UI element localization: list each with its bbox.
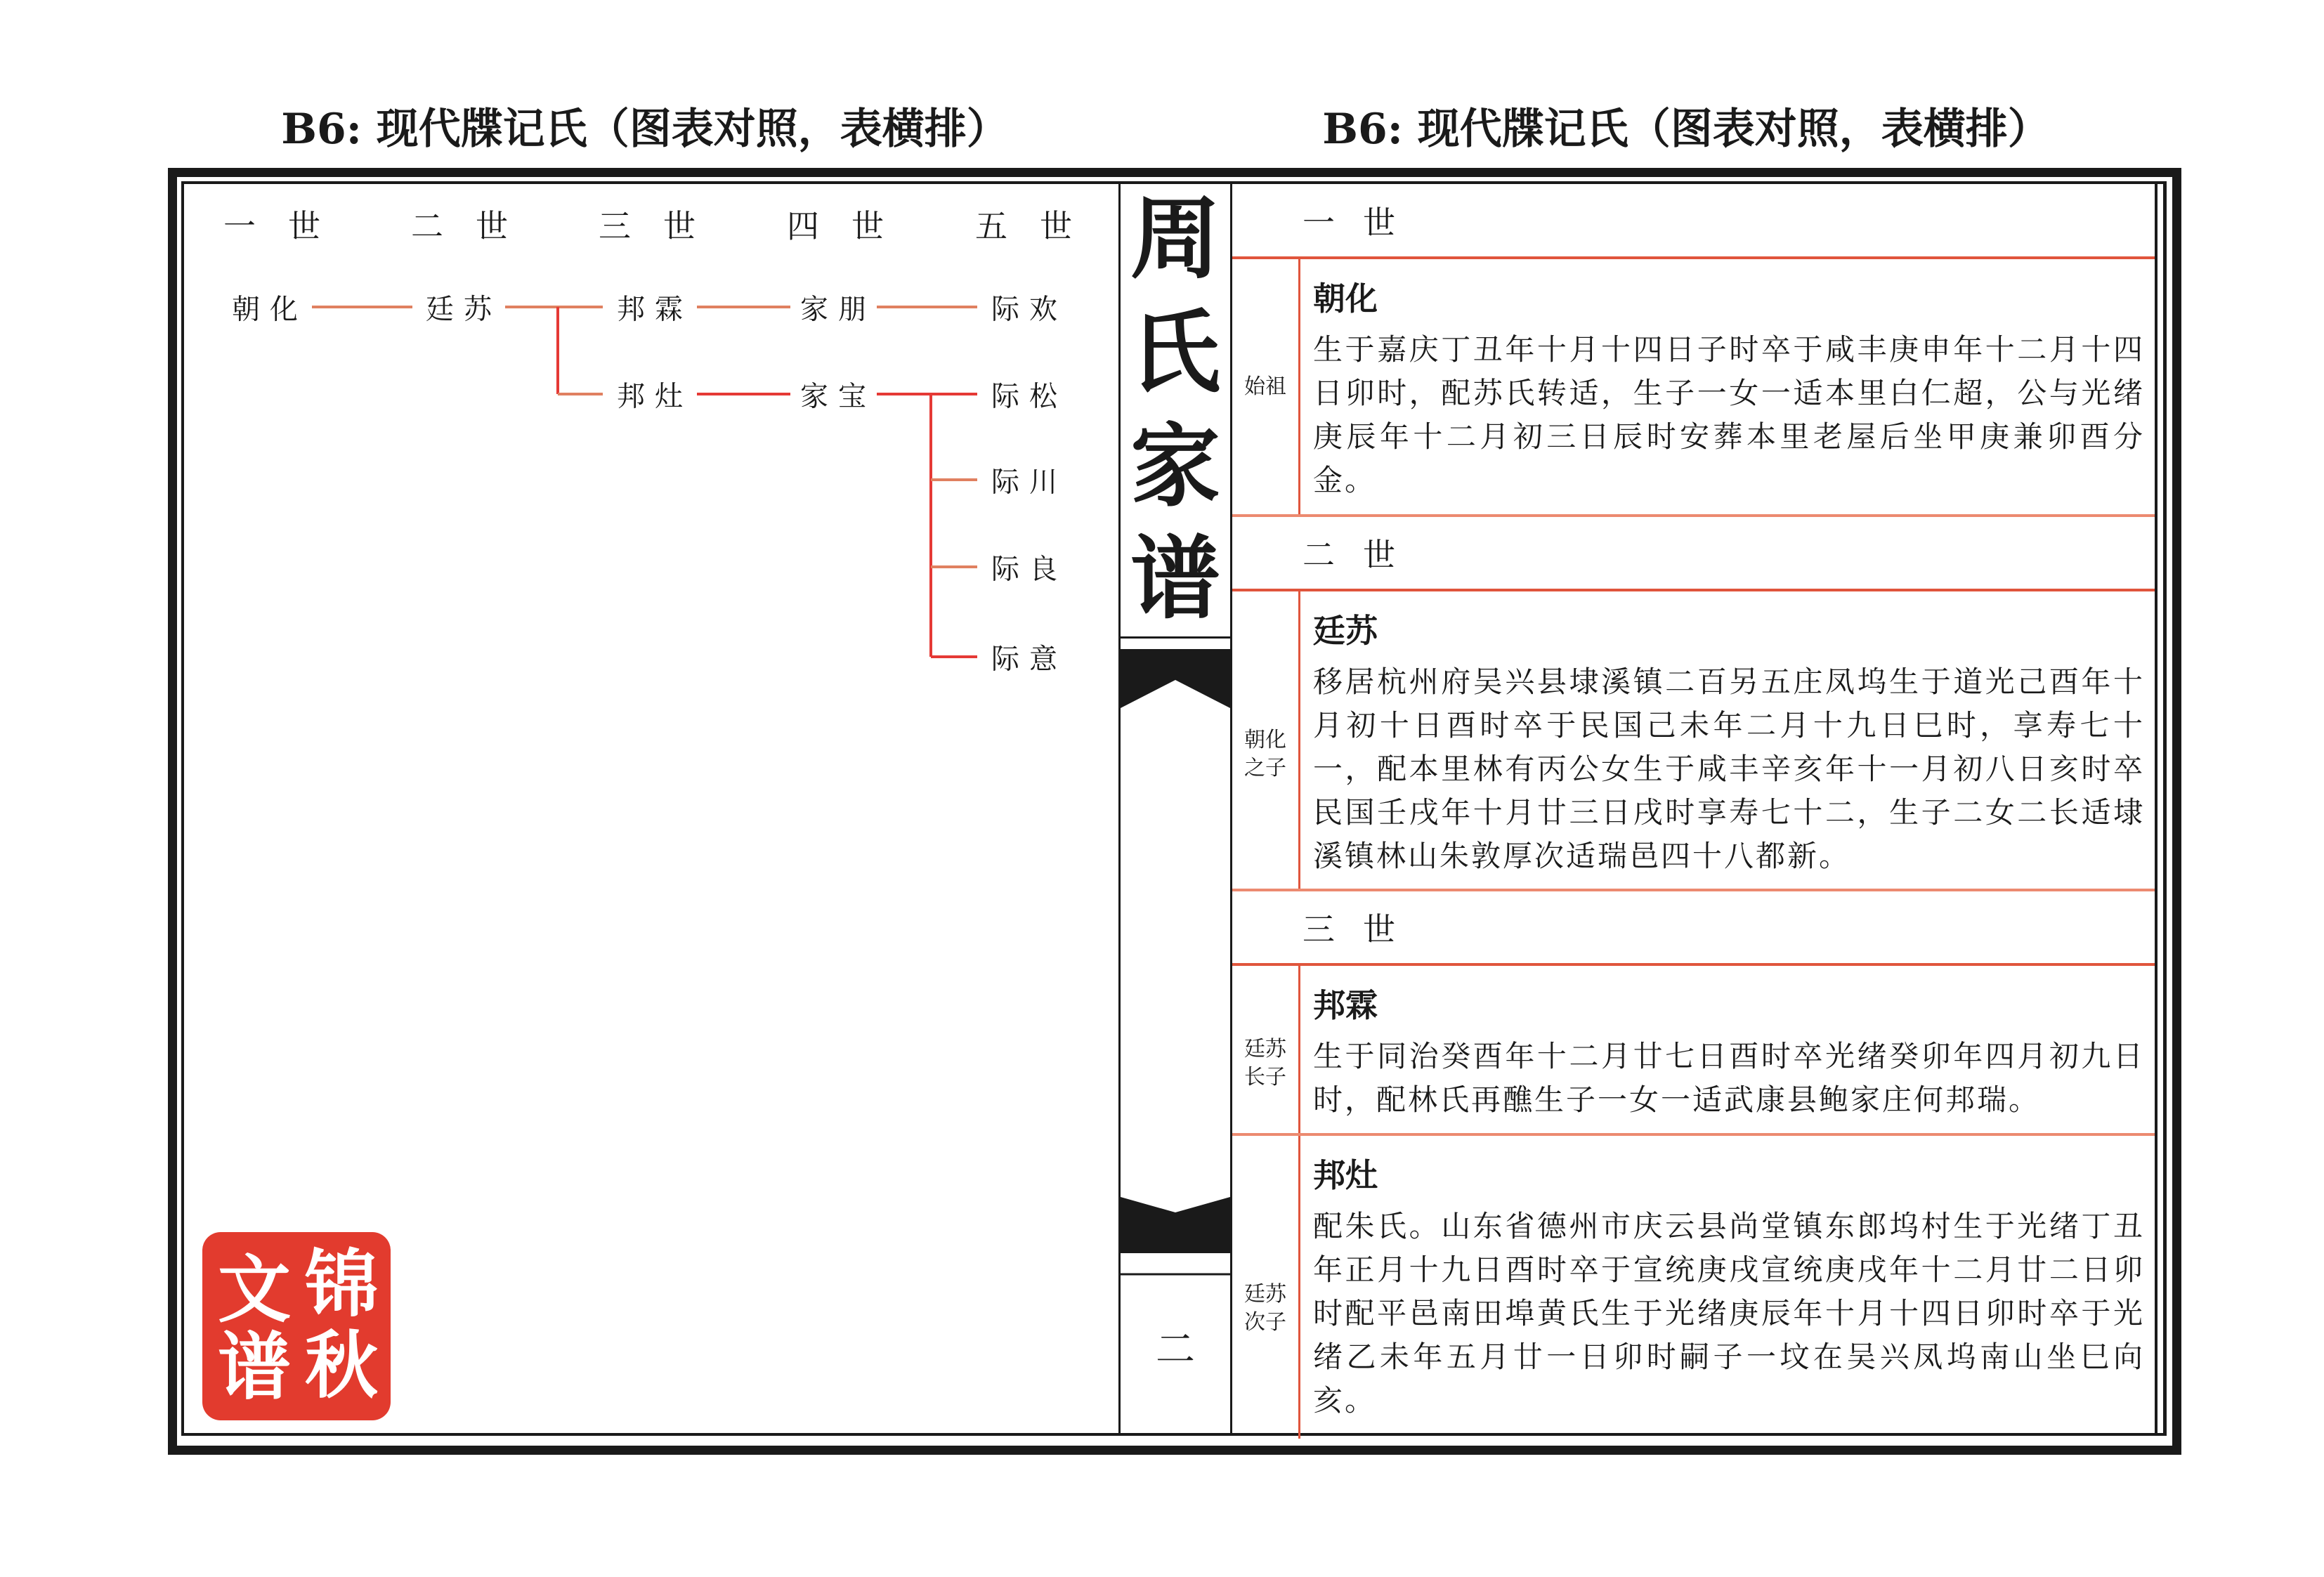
person-bio: 配朱氏。山东省德州市庆云县尚堂镇东郎坞村生于光绪丁丑年正月十九日酉时卒于宣统庚戌宣统庚戌年十二月廿二日卯时配平邑南田埠黄氏生于光绪庚辰年十月十四日卯时卒于光绪乙未年五月廿一日卯时嗣子一坟在吴兴凤坞南山坐巳向亥。 xyxy=(1313,1209,2145,1418)
tree-node: 邦霖 xyxy=(617,293,693,326)
spine-title-char: 谱 xyxy=(1130,526,1220,632)
right-double-rule xyxy=(2155,181,2166,1436)
book-spine xyxy=(1118,181,1232,1436)
tree-gen-header: 二世 xyxy=(411,207,540,245)
spine-title-char: 氏 xyxy=(1130,300,1220,405)
records-panel xyxy=(1232,184,2155,1439)
record-entry xyxy=(1232,259,2155,517)
seal-char: 秋 xyxy=(305,1322,379,1408)
tree-node: 际松 xyxy=(991,380,1067,413)
page-title-right: B6: 现代牒记氏（图表对照，表横排） xyxy=(1322,105,2050,154)
person-bio: 生于嘉庆丁丑年十月十四日子时卒于咸丰庚申年十二月十四日卯时，配苏氏转适，生子一女一适本里白仁超，公与光绪庚辰年十二月初三日辰时安葬本里老屋后坐甲庚兼卯酉分金。 xyxy=(1313,332,2145,497)
page-number: 二 xyxy=(1156,1327,1195,1373)
spine-divider xyxy=(1121,636,1230,639)
record-entry xyxy=(1232,1136,2155,1439)
generation-header: 三世 xyxy=(1232,891,2155,966)
tree-gen-header: 四世 xyxy=(787,207,916,245)
tree-node: 廷苏 xyxy=(426,293,502,326)
tree-node: 际良 xyxy=(991,553,1067,586)
person-name: 邦霖 xyxy=(1313,986,1378,1024)
tree-gen-header: 五世 xyxy=(975,207,1104,245)
relation-label: 廷苏 长子 xyxy=(1232,966,1300,1133)
tree-node: 家朋 xyxy=(800,293,876,326)
seal-char: 谱 xyxy=(218,1323,292,1410)
record-entry xyxy=(1232,591,2155,891)
seal-stamp xyxy=(202,1232,391,1420)
page-title-left: B6: 现代牒记氏（图表对照，表横排） xyxy=(281,105,1009,154)
seal-char: 文 xyxy=(218,1246,292,1333)
tree-node: 际意 xyxy=(991,643,1067,676)
record-entry xyxy=(1232,966,2155,1136)
relation-label: 朝化 之子 xyxy=(1232,591,1300,889)
seal-char: 锦 xyxy=(305,1241,379,1327)
person-bio: 移居杭州府吴兴县埭溪镇二百另五庄凤坞生于道光己酉年十月初十日酉时卒于民国己未年二月十九日巳时，享寿七十一，配本里林有丙公女生于咸丰辛亥年十一月初八日亥时卒民国壬戌年十月廿三日戌时享寿七十二，生子二女二长适埭溪镇林山朱敦厚次适瑞邑四十八都新。 xyxy=(1313,665,2145,873)
tree-node: 邦灶 xyxy=(617,380,693,413)
person-name: 朝化 xyxy=(1313,280,1378,318)
fishtail-mark xyxy=(1121,649,1230,1415)
tree-gen-header: 三世 xyxy=(599,207,728,245)
person-name: 廷苏 xyxy=(1313,612,1378,650)
relation-label: 始祖 xyxy=(1232,259,1300,514)
spine-title-char: 家 xyxy=(1130,414,1220,519)
tree-node: 际川 xyxy=(991,466,1067,499)
relation-label: 廷苏 次子 xyxy=(1232,1136,1300,1439)
tree-node: 际欢 xyxy=(991,293,1067,326)
generation-header: 二世 xyxy=(1232,517,2155,591)
spine-title-char: 周 xyxy=(1130,186,1220,292)
person-bio: 生于同治癸酉年十二月廿七日酉时卒光绪癸卯年四月初九日时，配林氏再醮生子一女一适武康县鲍家庄何邦瑞。 xyxy=(1313,1039,2145,1117)
tree-node: 朝化 xyxy=(232,293,308,326)
tree-gen-header: 一世 xyxy=(223,207,353,245)
tree-node: 家宝 xyxy=(800,380,876,413)
person-name: 邦灶 xyxy=(1313,1156,1378,1194)
generation-header: 一世 xyxy=(1232,184,2155,259)
